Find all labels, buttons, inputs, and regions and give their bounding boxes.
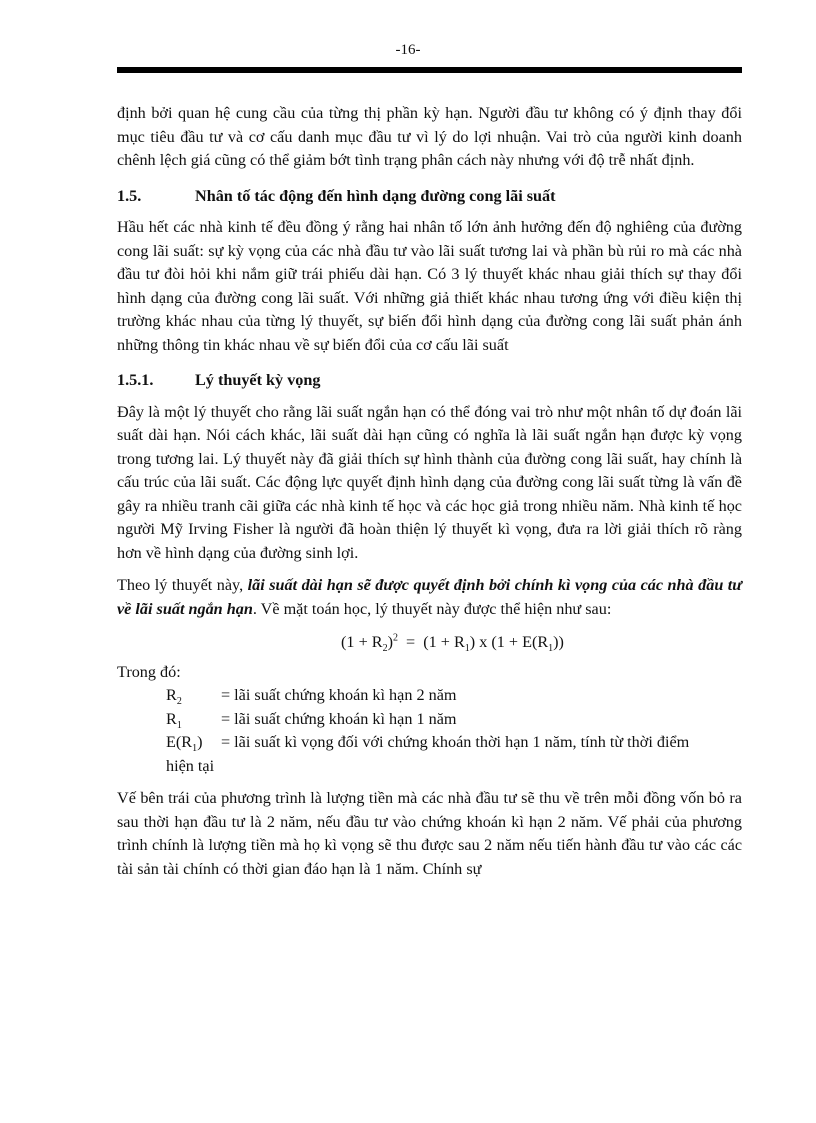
definition-symbol: $E(R_1)$	[166, 733, 203, 755]
section-heading-1-5-1	[117, 369, 742, 393]
document-body	[117, 102, 742, 881]
paragraph-theory-statement	[117, 574, 742, 621]
subsection-number: 1.5.1.	[117, 371, 154, 389]
formula-sub: 2	[382, 643, 388, 655]
definition-row	[166, 684, 742, 708]
header-rule	[117, 67, 742, 73]
definition-text: = lãi suất kì vọng đối với chứng khoán thời hạn 1 năm, tính từ thời điểm	[221, 733, 690, 751]
formula-sub: 1	[548, 643, 554, 655]
definition-text: = lãi suất chứng khoán kì hạn 1 năm	[221, 709, 457, 728]
paragraph-continuation: định bởi quan hệ cung cầu của từng thị phần kỳ hạn. Người đầu tư không có ý định thay đổi mục tiêu đầu tư và cơ cấu danh mục đầu tư vì lý do lợi nhuận. Vai trò của người kinh doanh chênh lệch giá cũng có thể giảm bớt tình trạng phân cách này nhưng với độ trễ nhất định.	[117, 104, 742, 169]
definition-symbol: $R_2$	[166, 686, 182, 708]
definition-symbol: $R_1$	[166, 709, 182, 731]
formula-part: )	[387, 633, 393, 651]
definition-row	[166, 708, 742, 732]
statement-emphasis: lãi suất dài hạn sẽ được quyết định bởi chính kì vọng của các nhà đầu tư về lãi suất ngắn hạn	[117, 576, 743, 618]
subsection-title: Lý thuyết kỳ vọng	[195, 371, 321, 389]
paragraph-factors: Hầu hết các nhà kinh tế đều đồng ý rằng hai nhân tố lớn ảnh hưởng đến độ nghiêng của đường cong lãi suất: sự kỳ vọng của các nhà đầu tư vào lãi suất tương lai và phần bù rủi ro mà các nhà đầu tư đòi hỏi khi nắm giữ trái phiếu dài hạn. Có 3 lý thuyết khác nhau giải thích sự thay đổi hình dạng của đường cong lãi suất. Với những giả thiết khác nhau tương ứng với điều kiện thị trường khác nhau của từng lý thuyết, sự biến đổi hình dạng của đường cong lãi suất phản ánh những thông tin khác nhau về sự biến đổi của cơ cấu lãi suất	[117, 218, 742, 354]
paragraph-explanation: Vế bên trái của phương trình là lượng tiền mà các nhà đầu tư sẽ thu về trên mỗi đồng vốn bỏ ra sau thời hạn đầu tư là 2 năm, nếu đầu tư vào chứng khoán kì hạn 2 năm. Vế phải của phương trình chính là lượng tiền mà họ kì vọng sẽ thu được sau 2 năm nếu tiến hành đầu tư vào các các tài sản tài chính có thời gian đáo hạn là 1 năm. Chính sự	[117, 789, 742, 878]
formula-part: (1 + R	[423, 633, 465, 651]
page-number: -16-	[395, 42, 421, 58]
definition-row	[166, 731, 742, 755]
where-label: Trong đó:	[117, 662, 181, 681]
statement-tail: . Về mặt toán học, lý thuyết này được thể hiện như sau:	[252, 599, 612, 618]
formula-part: ) x (1 + E(R	[469, 633, 549, 651]
section-title: Nhân tố tác động đến hình dạng đường cong lãi suất	[195, 186, 556, 205]
statement-lead: Theo lý thuyết này,	[117, 576, 248, 594]
formula-equals: =	[397, 633, 424, 651]
expectation-formula	[117, 631, 742, 655]
paragraph-expectation-theory: Đây là một lý thuyết cho rằng lãi suất ngắn hạn có thể đóng vai trò như một nhân tố dự đoán lãi suất dài hạn. Nói cách khác, lãi suất dài hạn cũng có nghĩa là lãi suất ngắn hạn được kỳ vọng trong tương lai. Lý thuyết này đã giải thích sự hình thành của đường cong lãi suất, hay chính là cấu trúc của lãi suất. Các động lực quyết định hình dạng của đường cong lãi suất từng là vấn đề gây ra nhiều tranh cãi giữa các nhà kinh tế học và các học giả trong nhiều năm. Nhà kinh tế học người Mỹ Irving Fisher là người đã hoàn thiện lý thuyết kì vọng, đưa ra lời giải thích rõ ràng hơn về hình dạng của đường sinh lợi.	[117, 402, 742, 562]
formula-part: (1 + R	[341, 633, 383, 651]
formula-sup: 2	[392, 632, 398, 644]
section-heading-1-5	[117, 185, 742, 209]
section-number: 1.5.	[117, 186, 142, 205]
definition-list	[117, 684, 742, 778]
formula-part: ))	[553, 633, 564, 651]
definition-text: = lãi suất chứng khoán kì hạn 2 năm	[221, 686, 457, 704]
definition-continuation: hiện tại	[166, 756, 215, 775]
formula-sub: 1	[464, 643, 470, 655]
